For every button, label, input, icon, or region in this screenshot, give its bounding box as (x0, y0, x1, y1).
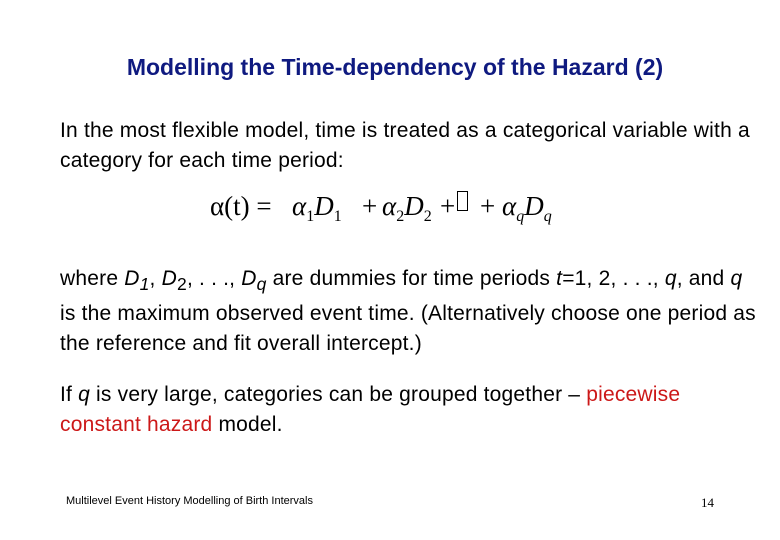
equation-term-1: $\alpha_1D_1$ (292, 191, 342, 225)
missing-glyph-icon (457, 191, 468, 211)
equation-term-2: $\alpha_2D_2$ (382, 191, 432, 225)
equation-plus-3: + (480, 191, 496, 221)
hazard-equation (210, 191, 590, 235)
highlighted-term: piecewise constant hazard (60, 383, 681, 436)
page-number: 14 (701, 495, 714, 510)
dummies-paragraph: where $D_1$, $D_2$, . . ., $D_q$ are dummies for time periods t=1, 2, . . ., q, and q is the maximum observed event time. (Alternatively choose one period as the reference and fit overall intercept.) (60, 267, 756, 356)
grouping-paragraph: If q is very large, categories can be grouped together – piecewise constant hazard model. (60, 383, 681, 436)
footer-text: Multilevel Event History Modelling of Birth Intervals (66, 495, 313, 507)
equation-term-q: $\alpha_qD_q$ (502, 191, 552, 225)
equation-plus-1: + (362, 191, 378, 221)
equation-plus-2: + (440, 191, 455, 222)
slide-title: Modelling the Time-dependency of the Hazard (2) (126, 54, 664, 80)
equation-lhs: α(t) = (210, 191, 272, 221)
intro-paragraph: In the most flexible model, time is treated as a categorical variable with a category for each time period: (60, 119, 750, 172)
